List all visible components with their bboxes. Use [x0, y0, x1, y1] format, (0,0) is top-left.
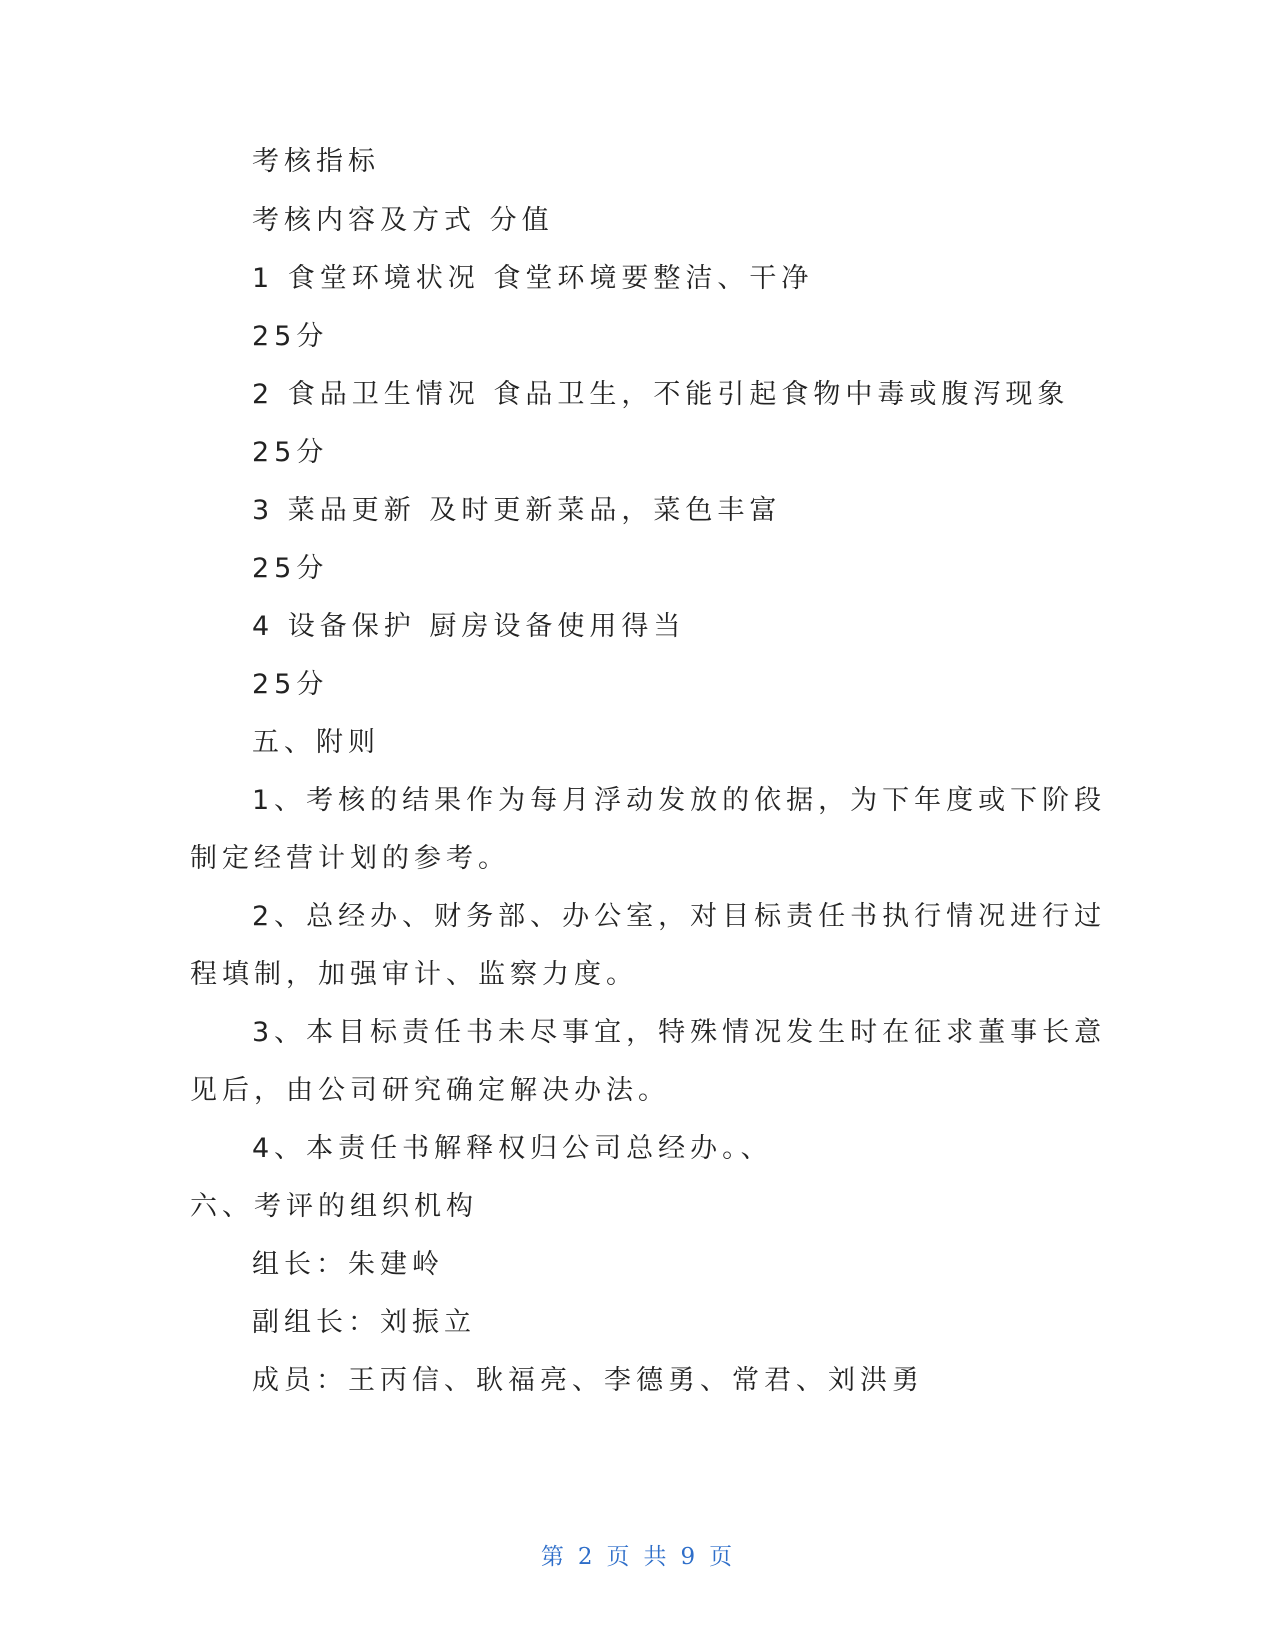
- text-line-deputy-leader: 副组长：刘振立: [252, 1307, 476, 1338]
- section-heading-organization: 六、考评的组织机构: [190, 1191, 478, 1222]
- footer-current-page: 2: [577, 1544, 595, 1570]
- paragraph-1-line-2: 制定经营计划的参考。: [190, 843, 510, 874]
- paragraph-2-line-2: 程填制，加强审计、监察力度。: [190, 959, 638, 990]
- text-line-item-1: 1 食堂环境状况 食堂环境要整洁、干净: [252, 263, 814, 294]
- paragraph-4: 4、本责任书解释权归公司总经办。、: [252, 1133, 773, 1164]
- page-footer: [0, 1538, 1275, 1571]
- footer-total-pages: 9: [680, 1544, 698, 1570]
- text-line-score-4: 25分: [252, 669, 329, 700]
- text-line-score-3: 25分: [252, 553, 329, 584]
- paragraph-3-line-1: 3、本目标责任书未尽事宜，特殊情况发生时在征求董事长意: [252, 1017, 1107, 1048]
- text-line-content-and-score: 考核内容及方式 分值: [252, 205, 554, 236]
- paragraph-2-line-1: 2、总经办、财务部、办公室，对目标责任书执行情况进行过: [252, 901, 1107, 932]
- paragraph-1-line-1: 1、考核的结果作为每月浮动发放的依据，为下年度或下阶段: [252, 785, 1107, 816]
- text-line-assessment-index: 考核指标: [252, 146, 380, 177]
- text-line-score-2: 25分: [252, 437, 329, 468]
- text-line-leader: 组长：朱建岭: [252, 1249, 444, 1280]
- footer-suffix: 页: [709, 1544, 735, 1570]
- text-line-item-4: 4 设备保护 厨房设备使用得当: [252, 611, 686, 642]
- footer-prefix: 第: [540, 1544, 566, 1570]
- paragraph-3-line-2: 见后，由公司研究确定解决办法。: [190, 1075, 670, 1106]
- text-line-item-2: 2 食品卫生情况 食品卫生，不能引起食物中毒或腹泻现象: [252, 379, 1070, 410]
- text-line-score-1: 25分: [252, 321, 329, 352]
- section-heading-appendix: 五、附则: [252, 727, 380, 758]
- footer-page-word: 页: [606, 1544, 632, 1570]
- text-line-members: 成员：王丙信、耿福亮、李德勇、常君、刘洪勇: [252, 1365, 924, 1396]
- footer-total-word: 共: [643, 1544, 669, 1570]
- text-line-item-3: 3 菜品更新 及时更新菜品，菜色丰富: [252, 495, 782, 526]
